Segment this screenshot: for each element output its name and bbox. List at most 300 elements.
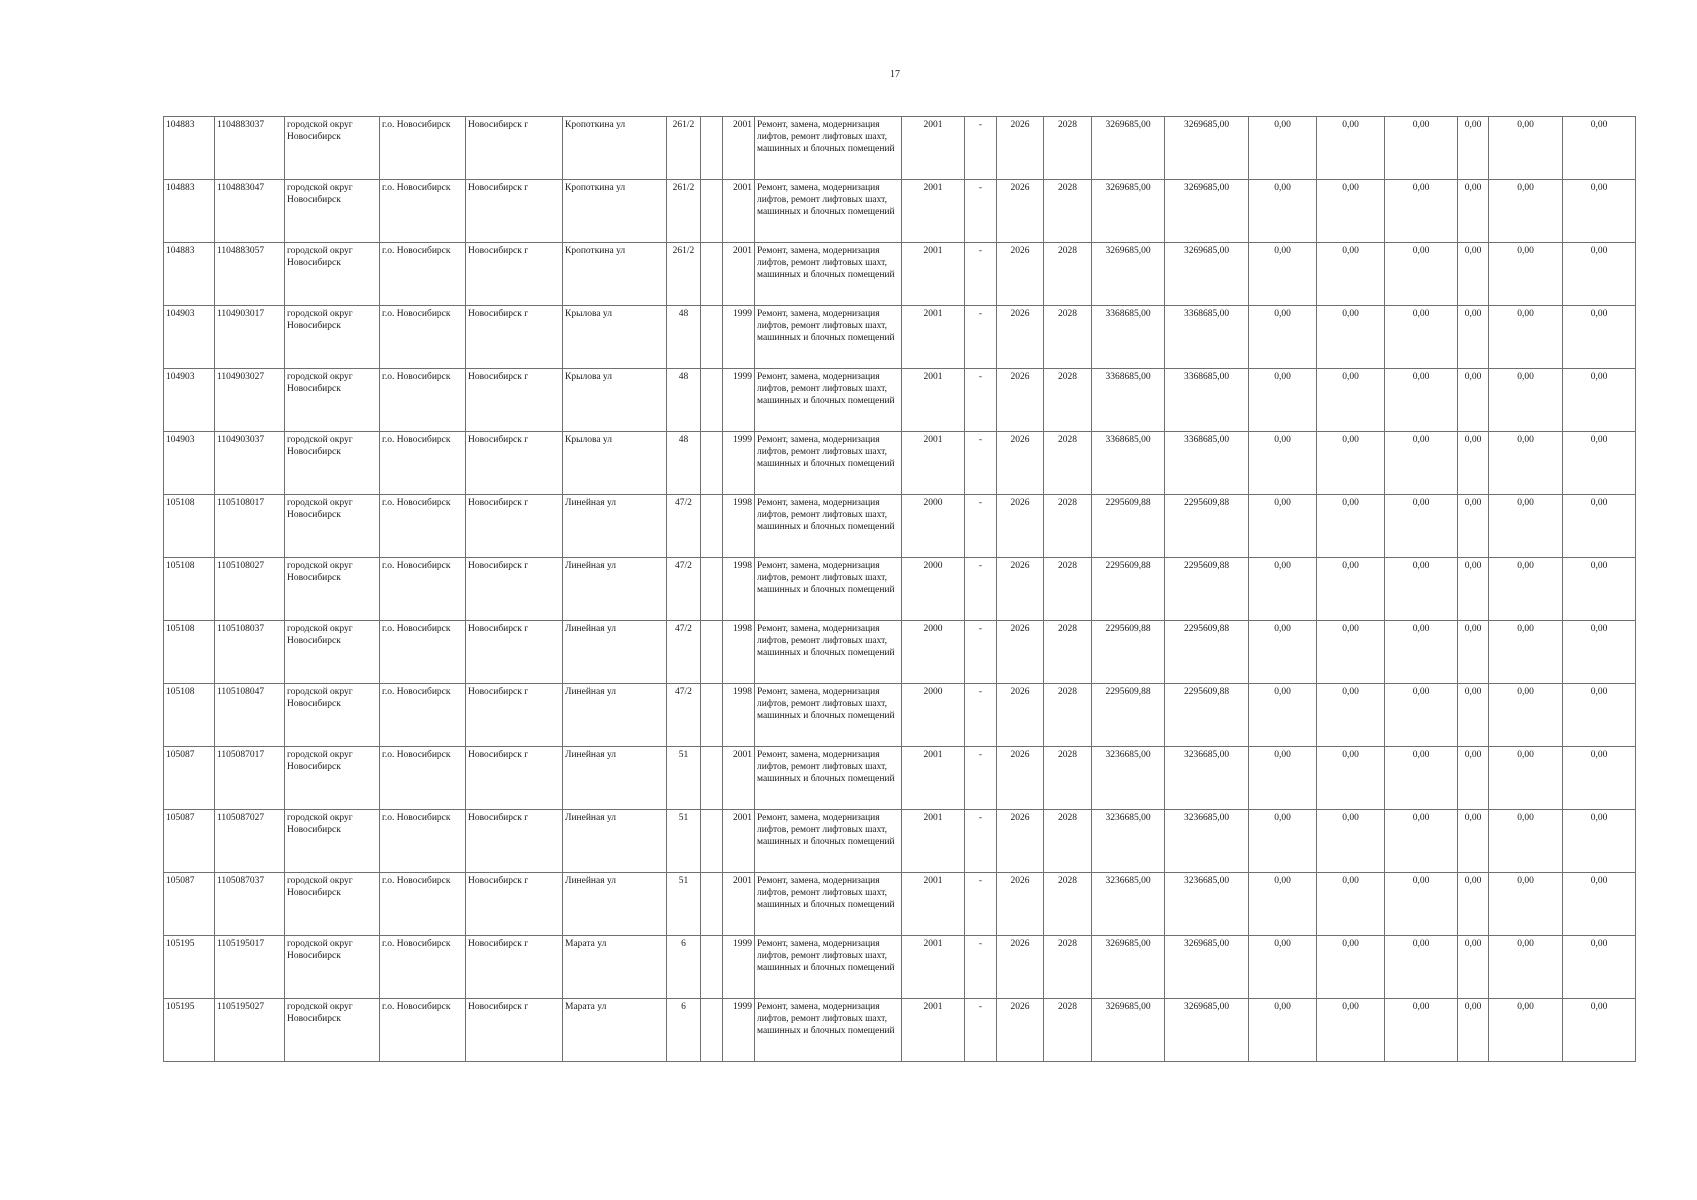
object-code-cell: 1105108037	[215, 621, 285, 684]
reserve-funds-cell: 0,00	[1563, 495, 1636, 558]
dash-cell: -	[965, 936, 997, 999]
local-funds-cell: 0,00	[1385, 810, 1458, 873]
plan-end-year-cell: 2028	[1044, 495, 1092, 558]
total-cost-cell: 3269685,00	[1092, 180, 1165, 243]
house-number-cell: 47/2	[667, 558, 701, 621]
other-funds-cell: 0,00	[1489, 810, 1563, 873]
regional-funds-cell: 0,00	[1317, 558, 1385, 621]
street-cell: Марата ул	[563, 936, 667, 999]
district-cell: г.о. Новосибирск	[380, 684, 466, 747]
settlement-cell: Новосибирск г	[466, 306, 563, 369]
house-id-cell: 105108	[164, 558, 215, 621]
building-cell	[701, 369, 723, 432]
street-cell: Кропоткина ул	[563, 117, 667, 180]
fund-cost-cell: 3269685,00	[1165, 999, 1249, 1062]
house-id-cell: 105108	[164, 495, 215, 558]
total-cost-cell: 3269685,00	[1092, 999, 1165, 1062]
federal-funds-cell: 0,00	[1249, 621, 1317, 684]
last-repair-year-cell: 2000	[902, 558, 965, 621]
total-cost-cell: 3368685,00	[1092, 306, 1165, 369]
build-year-cell: 1999	[723, 999, 755, 1062]
table-row	[164, 684, 1636, 747]
dash-cell: -	[965, 117, 997, 180]
plan-end-year-cell: 2028	[1044, 558, 1092, 621]
last-repair-year-cell: 2000	[902, 495, 965, 558]
federal-funds-cell: 0,00	[1249, 873, 1317, 936]
dash-cell: -	[965, 306, 997, 369]
last-repair-year-cell: 2001	[902, 747, 965, 810]
other-funds-cell: 0,00	[1489, 873, 1563, 936]
municipality-cell: городской округ Новосибирск	[285, 369, 380, 432]
settlement-cell: Новосибирск г	[466, 243, 563, 306]
last-repair-year-cell: 2001	[902, 873, 965, 936]
local-funds-cell: 0,00	[1385, 495, 1458, 558]
table-row	[164, 432, 1636, 495]
house-number-cell: 48	[667, 432, 701, 495]
regional-funds-cell: 0,00	[1317, 747, 1385, 810]
local-funds-cell: 0,00	[1385, 243, 1458, 306]
plan-end-year-cell: 2028	[1044, 684, 1092, 747]
fund-cost-cell: 3269685,00	[1165, 243, 1249, 306]
total-cost-cell: 2295609,88	[1092, 495, 1165, 558]
owner-funds-cell: 0,00	[1458, 684, 1489, 747]
street-cell: Линейная ул	[563, 621, 667, 684]
house-id-cell: 105087	[164, 873, 215, 936]
district-cell: г.о. Новосибирск	[380, 810, 466, 873]
house-number-cell: 261/2	[667, 117, 701, 180]
house-id-cell: 104903	[164, 369, 215, 432]
municipality-cell: городской округ Новосибирск	[285, 747, 380, 810]
fund-cost-cell: 3269685,00	[1165, 180, 1249, 243]
federal-funds-cell: 0,00	[1249, 180, 1317, 243]
district-cell: г.о. Новосибирск	[380, 558, 466, 621]
regional-funds-cell: 0,00	[1317, 495, 1385, 558]
federal-funds-cell: 0,00	[1249, 684, 1317, 747]
total-cost-cell: 3236685,00	[1092, 810, 1165, 873]
building-cell	[701, 306, 723, 369]
plan-start-year-cell: 2026	[997, 810, 1044, 873]
fund-cost-cell: 2295609,88	[1165, 558, 1249, 621]
work-type-cell: Ремонт, замена, модернизация лифтов, ремонт лифтовых шахт, машинных и блочных помещений	[755, 621, 902, 684]
object-code-cell: 1105087037	[215, 873, 285, 936]
object-code-cell: 1105087017	[215, 747, 285, 810]
build-year-cell: 1999	[723, 936, 755, 999]
reserve-funds-cell: 0,00	[1563, 810, 1636, 873]
work-type-cell: Ремонт, замена, модернизация лифтов, ремонт лифтовых шахт, машинных и блочных помещений	[755, 495, 902, 558]
other-funds-cell: 0,00	[1489, 432, 1563, 495]
plan-start-year-cell: 2026	[997, 117, 1044, 180]
municipality-cell: городской округ Новосибирск	[285, 495, 380, 558]
federal-funds-cell: 0,00	[1249, 558, 1317, 621]
municipality-cell: городской округ Новосибирск	[285, 117, 380, 180]
municipality-cell: городской округ Новосибирск	[285, 684, 380, 747]
plan-end-year-cell: 2028	[1044, 810, 1092, 873]
house-number-cell: 6	[667, 936, 701, 999]
street-cell: Линейная ул	[563, 558, 667, 621]
object-code-cell: 1104883037	[215, 117, 285, 180]
street-cell: Кропоткина ул	[563, 243, 667, 306]
house-number-cell: 51	[667, 810, 701, 873]
last-repair-year-cell: 2001	[902, 936, 965, 999]
federal-funds-cell: 0,00	[1249, 369, 1317, 432]
district-cell: г.о. Новосибирск	[380, 306, 466, 369]
owner-funds-cell: 0,00	[1458, 936, 1489, 999]
plan-end-year-cell: 2028	[1044, 243, 1092, 306]
work-type-cell: Ремонт, замена, модернизация лифтов, ремонт лифтовых шахт, машинных и блочных помещений	[755, 117, 902, 180]
total-cost-cell: 3236685,00	[1092, 873, 1165, 936]
work-type-cell: Ремонт, замена, модернизация лифтов, ремонт лифтовых шахт, машинных и блочных помещений	[755, 243, 902, 306]
house-id-cell: 105108	[164, 621, 215, 684]
table-row	[164, 810, 1636, 873]
house-number-cell: 6	[667, 999, 701, 1062]
reserve-funds-cell: 0,00	[1563, 243, 1636, 306]
municipality-cell: городской округ Новосибирск	[285, 999, 380, 1062]
total-cost-cell: 3368685,00	[1092, 369, 1165, 432]
regional-funds-cell: 0,00	[1317, 432, 1385, 495]
reserve-funds-cell: 0,00	[1563, 180, 1636, 243]
total-cost-cell: 3236685,00	[1092, 747, 1165, 810]
plan-end-year-cell: 2028	[1044, 621, 1092, 684]
reserve-funds-cell: 0,00	[1563, 999, 1636, 1062]
building-cell	[701, 936, 723, 999]
house-id-cell: 105087	[164, 747, 215, 810]
house-number-cell: 261/2	[667, 243, 701, 306]
object-code-cell: 1105195027	[215, 999, 285, 1062]
work-type-cell: Ремонт, замена, модернизация лифтов, ремонт лифтовых шахт, машинных и блочных помещений	[755, 180, 902, 243]
plan-start-year-cell: 2026	[997, 495, 1044, 558]
regional-funds-cell: 0,00	[1317, 621, 1385, 684]
total-cost-cell: 3269685,00	[1092, 243, 1165, 306]
settlement-cell: Новосибирск г	[466, 117, 563, 180]
local-funds-cell: 0,00	[1385, 747, 1458, 810]
work-type-cell: Ремонт, замена, модернизация лифтов, ремонт лифтовых шахт, машинных и блочных помещений	[755, 306, 902, 369]
local-funds-cell: 0,00	[1385, 180, 1458, 243]
house-id-cell: 105195	[164, 936, 215, 999]
owner-funds-cell: 0,00	[1458, 810, 1489, 873]
local-funds-cell: 0,00	[1385, 117, 1458, 180]
street-cell: Линейная ул	[563, 495, 667, 558]
street-cell: Крылова ул	[563, 369, 667, 432]
plan-start-year-cell: 2026	[997, 621, 1044, 684]
last-repair-year-cell: 2001	[902, 810, 965, 873]
object-code-cell: 1105108047	[215, 684, 285, 747]
plan-end-year-cell: 2028	[1044, 306, 1092, 369]
local-funds-cell: 0,00	[1385, 558, 1458, 621]
table-row	[164, 747, 1636, 810]
building-cell	[701, 495, 723, 558]
object-code-cell: 1104903017	[215, 306, 285, 369]
street-cell: Линейная ул	[563, 684, 667, 747]
regional-funds-cell: 0,00	[1317, 306, 1385, 369]
federal-funds-cell: 0,00	[1249, 810, 1317, 873]
building-cell	[701, 558, 723, 621]
fund-cost-cell: 3368685,00	[1165, 369, 1249, 432]
plan-end-year-cell: 2028	[1044, 117, 1092, 180]
plan-end-year-cell: 2028	[1044, 936, 1092, 999]
fund-cost-cell: 3368685,00	[1165, 432, 1249, 495]
plan-start-year-cell: 2026	[997, 369, 1044, 432]
house-id-cell: 104883	[164, 243, 215, 306]
plan-start-year-cell: 2026	[997, 684, 1044, 747]
federal-funds-cell: 0,00	[1249, 999, 1317, 1062]
settlement-cell: Новосибирск г	[466, 495, 563, 558]
dash-cell: -	[965, 432, 997, 495]
build-year-cell: 1998	[723, 495, 755, 558]
dash-cell: -	[965, 495, 997, 558]
district-cell: г.о. Новосибирск	[380, 747, 466, 810]
reserve-funds-cell: 0,00	[1563, 306, 1636, 369]
build-year-cell: 1999	[723, 306, 755, 369]
street-cell: Кропоткина ул	[563, 180, 667, 243]
district-cell: г.о. Новосибирск	[380, 432, 466, 495]
street-cell: Крылова ул	[563, 306, 667, 369]
build-year-cell: 2001	[723, 810, 755, 873]
regional-funds-cell: 0,00	[1317, 936, 1385, 999]
district-cell: г.о. Новосибирск	[380, 180, 466, 243]
house-number-cell: 48	[667, 369, 701, 432]
plan-end-year-cell: 2028	[1044, 369, 1092, 432]
object-code-cell: 1104903027	[215, 369, 285, 432]
building-cell	[701, 747, 723, 810]
plan-start-year-cell: 2026	[997, 558, 1044, 621]
work-type-cell: Ремонт, замена, модернизация лифтов, ремонт лифтовых шахт, машинных и блочных помещений	[755, 936, 902, 999]
other-funds-cell: 0,00	[1489, 495, 1563, 558]
settlement-cell: Новосибирск г	[466, 684, 563, 747]
owner-funds-cell: 0,00	[1458, 873, 1489, 936]
plan-start-year-cell: 2026	[997, 936, 1044, 999]
build-year-cell: 2001	[723, 180, 755, 243]
dash-cell: -	[965, 180, 997, 243]
settlement-cell: Новосибирск г	[466, 558, 563, 621]
other-funds-cell: 0,00	[1489, 180, 1563, 243]
dash-cell: -	[965, 810, 997, 873]
table-row	[164, 936, 1636, 999]
district-cell: г.о. Новосибирск	[380, 117, 466, 180]
dash-cell: -	[965, 999, 997, 1062]
municipality-cell: городской округ Новосибирск	[285, 243, 380, 306]
object-code-cell: 1105108027	[215, 558, 285, 621]
house-number-cell: 47/2	[667, 495, 701, 558]
work-type-cell: Ремонт, замена, модернизация лифтов, ремонт лифтовых шахт, машинных и блочных помещений	[755, 999, 902, 1062]
settlement-cell: Новосибирск г	[466, 747, 563, 810]
work-type-cell: Ремонт, замена, модернизация лифтов, ремонт лифтовых шахт, машинных и блочных помещений	[755, 873, 902, 936]
dash-cell: -	[965, 243, 997, 306]
dash-cell: -	[965, 684, 997, 747]
house-id-cell: 104903	[164, 432, 215, 495]
local-funds-cell: 0,00	[1385, 684, 1458, 747]
table-row	[164, 558, 1636, 621]
other-funds-cell: 0,00	[1489, 243, 1563, 306]
federal-funds-cell: 0,00	[1249, 306, 1317, 369]
settlement-cell: Новосибирск г	[466, 936, 563, 999]
plan-start-year-cell: 2026	[997, 306, 1044, 369]
municipality-cell: городской округ Новосибирск	[285, 432, 380, 495]
municipality-cell: городской округ Новосибирск	[285, 621, 380, 684]
federal-funds-cell: 0,00	[1249, 747, 1317, 810]
municipality-cell: городской округ Новосибирск	[285, 810, 380, 873]
fund-cost-cell: 3368685,00	[1165, 306, 1249, 369]
work-type-cell: Ремонт, замена, модернизация лифтов, ремонт лифтовых шахт, машинных и блочных помещений	[755, 684, 902, 747]
settlement-cell: Новосибирск г	[466, 180, 563, 243]
district-cell: г.о. Новосибирск	[380, 873, 466, 936]
fund-cost-cell: 2295609,88	[1165, 495, 1249, 558]
reserve-funds-cell: 0,00	[1563, 558, 1636, 621]
house-number-cell: 47/2	[667, 684, 701, 747]
table-row	[164, 117, 1636, 180]
regional-funds-cell: 0,00	[1317, 369, 1385, 432]
total-cost-cell: 2295609,88	[1092, 558, 1165, 621]
build-year-cell: 1998	[723, 684, 755, 747]
total-cost-cell: 2295609,88	[1092, 621, 1165, 684]
table-row	[164, 495, 1636, 558]
federal-funds-cell: 0,00	[1249, 117, 1317, 180]
building-cell	[701, 873, 723, 936]
owner-funds-cell: 0,00	[1458, 369, 1489, 432]
regional-funds-cell: 0,00	[1317, 810, 1385, 873]
house-number-cell: 48	[667, 306, 701, 369]
local-funds-cell: 0,00	[1385, 873, 1458, 936]
table-row	[164, 306, 1636, 369]
building-cell	[701, 432, 723, 495]
build-year-cell: 2001	[723, 243, 755, 306]
local-funds-cell: 0,00	[1385, 306, 1458, 369]
last-repair-year-cell: 2001	[902, 243, 965, 306]
plan-end-year-cell: 2028	[1044, 747, 1092, 810]
house-number-cell: 261/2	[667, 180, 701, 243]
settlement-cell: Новосибирск г	[466, 873, 563, 936]
reserve-funds-cell: 0,00	[1563, 684, 1636, 747]
other-funds-cell: 0,00	[1489, 306, 1563, 369]
build-year-cell: 1999	[723, 369, 755, 432]
last-repair-year-cell: 2001	[902, 999, 965, 1062]
dash-cell: -	[965, 621, 997, 684]
district-cell: г.о. Новосибирск	[380, 243, 466, 306]
work-type-cell: Ремонт, замена, модернизация лифтов, ремонт лифтовых шахт, машинных и блочных помещений	[755, 810, 902, 873]
build-year-cell: 2001	[723, 873, 755, 936]
house-id-cell: 105195	[164, 999, 215, 1062]
plan-end-year-cell: 2028	[1044, 432, 1092, 495]
table-row	[164, 243, 1636, 306]
other-funds-cell: 0,00	[1489, 684, 1563, 747]
building-cell	[701, 999, 723, 1062]
district-cell: г.о. Новосибирск	[380, 369, 466, 432]
table-row	[164, 369, 1636, 432]
other-funds-cell: 0,00	[1489, 117, 1563, 180]
plan-start-year-cell: 2026	[997, 873, 1044, 936]
federal-funds-cell: 0,00	[1249, 432, 1317, 495]
reserve-funds-cell: 0,00	[1563, 747, 1636, 810]
house-number-cell: 51	[667, 873, 701, 936]
work-type-cell: Ремонт, замена, модернизация лифтов, ремонт лифтовых шахт, машинных и блочных помещений	[755, 747, 902, 810]
total-cost-cell: 3269685,00	[1092, 117, 1165, 180]
dash-cell: -	[965, 369, 997, 432]
last-repair-year-cell: 2001	[902, 180, 965, 243]
federal-funds-cell: 0,00	[1249, 243, 1317, 306]
plan-start-year-cell: 2026	[997, 432, 1044, 495]
owner-funds-cell: 0,00	[1458, 495, 1489, 558]
object-code-cell: 1105195017	[215, 936, 285, 999]
house-id-cell: 105108	[164, 684, 215, 747]
federal-funds-cell: 0,00	[1249, 936, 1317, 999]
object-code-cell: 1104903037	[215, 432, 285, 495]
building-cell	[701, 180, 723, 243]
building-cell	[701, 117, 723, 180]
plan-start-year-cell: 2026	[997, 243, 1044, 306]
owner-funds-cell: 0,00	[1458, 621, 1489, 684]
municipality-cell: городской округ Новосибирск	[285, 180, 380, 243]
other-funds-cell: 0,00	[1489, 747, 1563, 810]
municipality-cell: городской округ Новосибирск	[285, 306, 380, 369]
settlement-cell: Новосибирск г	[466, 432, 563, 495]
local-funds-cell: 0,00	[1385, 369, 1458, 432]
fund-cost-cell: 3269685,00	[1165, 936, 1249, 999]
last-repair-year-cell: 2000	[902, 621, 965, 684]
last-repair-year-cell: 2001	[902, 306, 965, 369]
plan-start-year-cell: 2026	[997, 999, 1044, 1062]
plan-start-year-cell: 2026	[997, 747, 1044, 810]
street-cell: Марата ул	[563, 999, 667, 1062]
build-year-cell: 1999	[723, 432, 755, 495]
other-funds-cell: 0,00	[1489, 999, 1563, 1062]
build-year-cell: 2001	[723, 747, 755, 810]
regional-funds-cell: 0,00	[1317, 243, 1385, 306]
street-cell: Линейная ул	[563, 873, 667, 936]
house-id-cell: 105087	[164, 810, 215, 873]
settlement-cell: Новосибирск г	[466, 621, 563, 684]
building-cell	[701, 243, 723, 306]
object-code-cell: 1104883047	[215, 180, 285, 243]
house-number-cell: 51	[667, 747, 701, 810]
owner-funds-cell: 0,00	[1458, 999, 1489, 1062]
owner-funds-cell: 0,00	[1458, 747, 1489, 810]
building-cell	[701, 621, 723, 684]
total-cost-cell: 3368685,00	[1092, 432, 1165, 495]
settlement-cell: Новосибирск г	[466, 999, 563, 1062]
district-cell: г.о. Новосибирск	[380, 495, 466, 558]
build-year-cell: 2001	[723, 117, 755, 180]
dash-cell: -	[965, 558, 997, 621]
plan-end-year-cell: 2028	[1044, 873, 1092, 936]
total-cost-cell: 2295609,88	[1092, 684, 1165, 747]
fund-cost-cell: 3269685,00	[1165, 117, 1249, 180]
regional-funds-cell: 0,00	[1317, 873, 1385, 936]
object-code-cell: 1105108017	[215, 495, 285, 558]
fund-cost-cell: 3236685,00	[1165, 747, 1249, 810]
last-repair-year-cell: 2000	[902, 684, 965, 747]
regional-funds-cell: 0,00	[1317, 999, 1385, 1062]
house-id-cell: 104883	[164, 117, 215, 180]
last-repair-year-cell: 2001	[902, 117, 965, 180]
local-funds-cell: 0,00	[1385, 999, 1458, 1062]
fund-cost-cell: 3236685,00	[1165, 873, 1249, 936]
local-funds-cell: 0,00	[1385, 432, 1458, 495]
street-cell: Линейная ул	[563, 747, 667, 810]
plan-start-year-cell: 2026	[997, 180, 1044, 243]
municipality-cell: городской округ Новосибирск	[285, 558, 380, 621]
reserve-funds-cell: 0,00	[1563, 873, 1636, 936]
municipality-cell: городской округ Новосибирск	[285, 873, 380, 936]
street-cell: Крылова ул	[563, 432, 667, 495]
house-number-cell: 47/2	[667, 621, 701, 684]
work-type-cell: Ремонт, замена, модернизация лифтов, ремонт лифтовых шахт, машинных и блочных помещений	[755, 369, 902, 432]
reserve-funds-cell: 0,00	[1563, 432, 1636, 495]
building-cell	[701, 684, 723, 747]
house-id-cell: 104883	[164, 180, 215, 243]
other-funds-cell: 0,00	[1489, 369, 1563, 432]
house-id-cell: 104903	[164, 306, 215, 369]
build-year-cell: 1998	[723, 621, 755, 684]
total-cost-cell: 3269685,00	[1092, 936, 1165, 999]
